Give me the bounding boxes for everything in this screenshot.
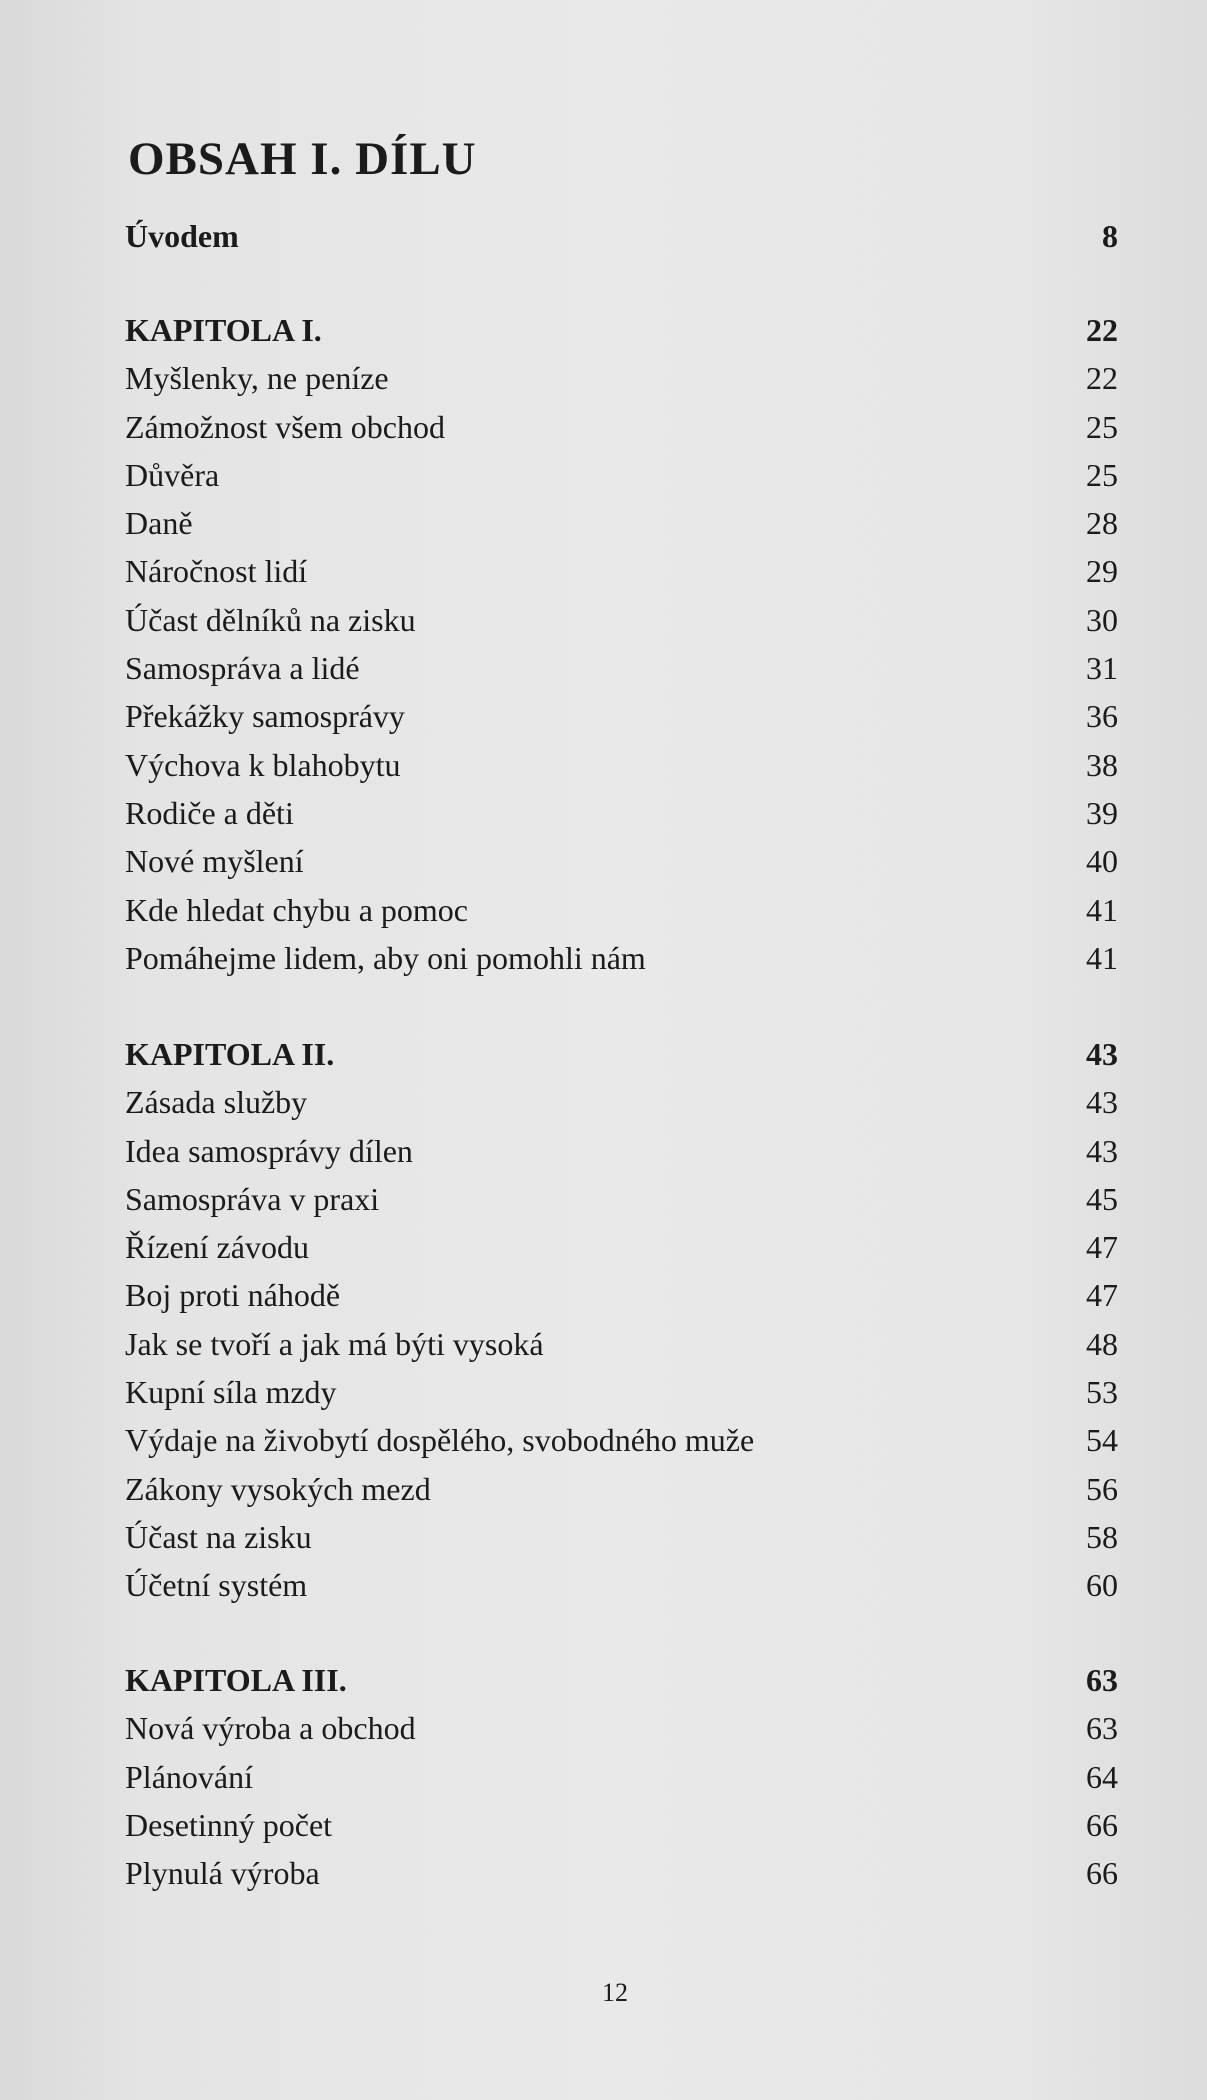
entry-label: Výdaje na živobytí dospělého, svobodného muže bbox=[125, 1422, 755, 1459]
entry-page: 63 bbox=[1086, 1710, 1118, 1747]
toc-entry bbox=[125, 1368, 1118, 1416]
entry-page: 43 bbox=[1086, 1084, 1118, 1121]
entry-page: 64 bbox=[1086, 1758, 1118, 1795]
entry-label: Idea samosprávy dílen bbox=[125, 1132, 413, 1169]
entry-page: 53 bbox=[1086, 1374, 1118, 1411]
page-number: 12 bbox=[602, 1978, 628, 2007]
entry-page: 60 bbox=[1086, 1567, 1118, 1604]
toc-entry bbox=[125, 1320, 1118, 1368]
entry-page: 41 bbox=[1086, 939, 1118, 976]
entry-page: 56 bbox=[1086, 1470, 1118, 1507]
entry-label: Důvěra bbox=[125, 456, 220, 493]
toc-entry bbox=[125, 499, 1118, 547]
entry-label: Řízení závodu bbox=[125, 1229, 309, 1266]
entry-label: Pomáhejme lidem, aby oni pomohli nám bbox=[125, 939, 646, 976]
entry-label: Zásada služby bbox=[125, 1084, 308, 1121]
chapter-title: KAPITOLA II. bbox=[125, 1036, 335, 1072]
entry-label: Účast na zisku bbox=[125, 1518, 312, 1555]
toc-chapter-1 bbox=[125, 306, 1118, 982]
entry-label: Daně bbox=[125, 505, 193, 542]
toc-intro bbox=[125, 212, 1118, 260]
entry-label: Účast dělníků na zisku bbox=[125, 601, 416, 638]
toc-entry bbox=[125, 451, 1118, 499]
entry-page: 66 bbox=[1086, 1855, 1118, 1892]
entry-label: Zákony vysokých mezd bbox=[125, 1470, 431, 1507]
toc-entry bbox=[125, 692, 1118, 740]
entry-label: Zámožnost všem obchod bbox=[125, 408, 445, 445]
toc-entry bbox=[125, 741, 1118, 789]
entry-page: 25 bbox=[1086, 456, 1118, 493]
entry-page: 58 bbox=[1086, 1518, 1118, 1555]
entry-label: Samospráva v praxi bbox=[125, 1180, 380, 1217]
entry-label: Samospráva a lidé bbox=[125, 650, 360, 687]
entry-page: 54 bbox=[1086, 1422, 1118, 1459]
entry-page: 47 bbox=[1086, 1229, 1118, 1266]
entry-label: Plynulá výroba bbox=[125, 1855, 320, 1892]
entry-page: 25 bbox=[1086, 408, 1118, 445]
toc-entry bbox=[125, 1753, 1118, 1801]
toc-entry bbox=[125, 1416, 1118, 1464]
chapter-page: 63 bbox=[1086, 1662, 1118, 1698]
entry-page: 40 bbox=[1086, 843, 1118, 880]
entry-label: Rodiče a děti bbox=[125, 794, 294, 831]
toc-chapter-3 bbox=[125, 1656, 1118, 1897]
toc-entry bbox=[125, 354, 1118, 402]
entry-page: 28 bbox=[1086, 505, 1118, 542]
chapter-heading bbox=[125, 1656, 1118, 1704]
toc-entry bbox=[125, 596, 1118, 644]
chapter-title: KAPITOLA I. bbox=[125, 312, 322, 348]
entry-label: Náročnost lidí bbox=[125, 553, 308, 590]
toc-chapter-2 bbox=[125, 1030, 1118, 1610]
entry-label: Účetní systém bbox=[125, 1567, 308, 1604]
entry-label: Překážky samosprávy bbox=[125, 698, 405, 735]
chapter-title: KAPITOLA III. bbox=[125, 1662, 347, 1698]
chapter-page: 43 bbox=[1086, 1036, 1118, 1072]
toc-entry bbox=[125, 1801, 1118, 1849]
toc-entry bbox=[125, 1513, 1118, 1561]
entry-label: Nové myšlení bbox=[125, 843, 304, 880]
entry-page: 48 bbox=[1086, 1325, 1118, 1362]
entry-label: Kde hledat chybu a pomoc bbox=[125, 891, 468, 928]
entry-label: Nová výroba a obchod bbox=[125, 1710, 416, 1747]
entry-page: 47 bbox=[1086, 1277, 1118, 1314]
toc-entry bbox=[125, 837, 1118, 885]
toc-entry bbox=[125, 789, 1118, 837]
entry-label: Jak se tvoří a jak má býti vysoká bbox=[125, 1325, 544, 1362]
toc-entry bbox=[125, 644, 1118, 692]
toc-entry bbox=[125, 403, 1118, 451]
entry-page: 41 bbox=[1086, 891, 1118, 928]
toc-entry bbox=[125, 934, 1118, 982]
entry-label: Boj proti náhodě bbox=[125, 1277, 341, 1314]
toc-entry bbox=[125, 1223, 1118, 1271]
toc-entry bbox=[125, 1271, 1118, 1319]
entry-page: 22 bbox=[1086, 360, 1118, 397]
entry-label: Desetinný počet bbox=[125, 1806, 333, 1843]
toc-entry bbox=[125, 1849, 1118, 1897]
chapter-heading bbox=[125, 306, 1118, 354]
entry-page: 38 bbox=[1086, 746, 1118, 783]
entry-page: 66 bbox=[1086, 1806, 1118, 1843]
entry-page: 29 bbox=[1086, 553, 1118, 590]
toc-entry bbox=[125, 1465, 1118, 1513]
entry-label: Plánování bbox=[125, 1758, 253, 1795]
toc-entry bbox=[125, 1704, 1118, 1752]
entry-page: 36 bbox=[1086, 698, 1118, 735]
chapter-heading bbox=[125, 1030, 1118, 1078]
entry-label: Kupní síla mzdy bbox=[125, 1374, 337, 1411]
entry-label: Výchova k blahobytu bbox=[125, 746, 401, 783]
entry-page: 8 bbox=[1102, 218, 1118, 254]
toc-entry bbox=[125, 547, 1118, 595]
entry-label: Úvodem bbox=[125, 218, 239, 254]
toc-entry bbox=[125, 1175, 1118, 1223]
entry-label: Myšlenky, ne peníze bbox=[125, 360, 389, 397]
toc-entry-intro bbox=[125, 212, 1118, 260]
entry-page: 31 bbox=[1086, 650, 1118, 687]
page-title: OBSAH I. DÍLU bbox=[128, 133, 477, 185]
chapter-page: 22 bbox=[1086, 312, 1118, 348]
entry-page: 30 bbox=[1086, 601, 1118, 638]
toc-entry bbox=[125, 1078, 1118, 1126]
toc-entry bbox=[125, 886, 1118, 934]
toc-entry bbox=[125, 1561, 1118, 1609]
toc-entry bbox=[125, 1127, 1118, 1175]
entry-page: 45 bbox=[1086, 1180, 1118, 1217]
entry-page: 39 bbox=[1086, 794, 1118, 831]
entry-page: 43 bbox=[1086, 1132, 1118, 1169]
